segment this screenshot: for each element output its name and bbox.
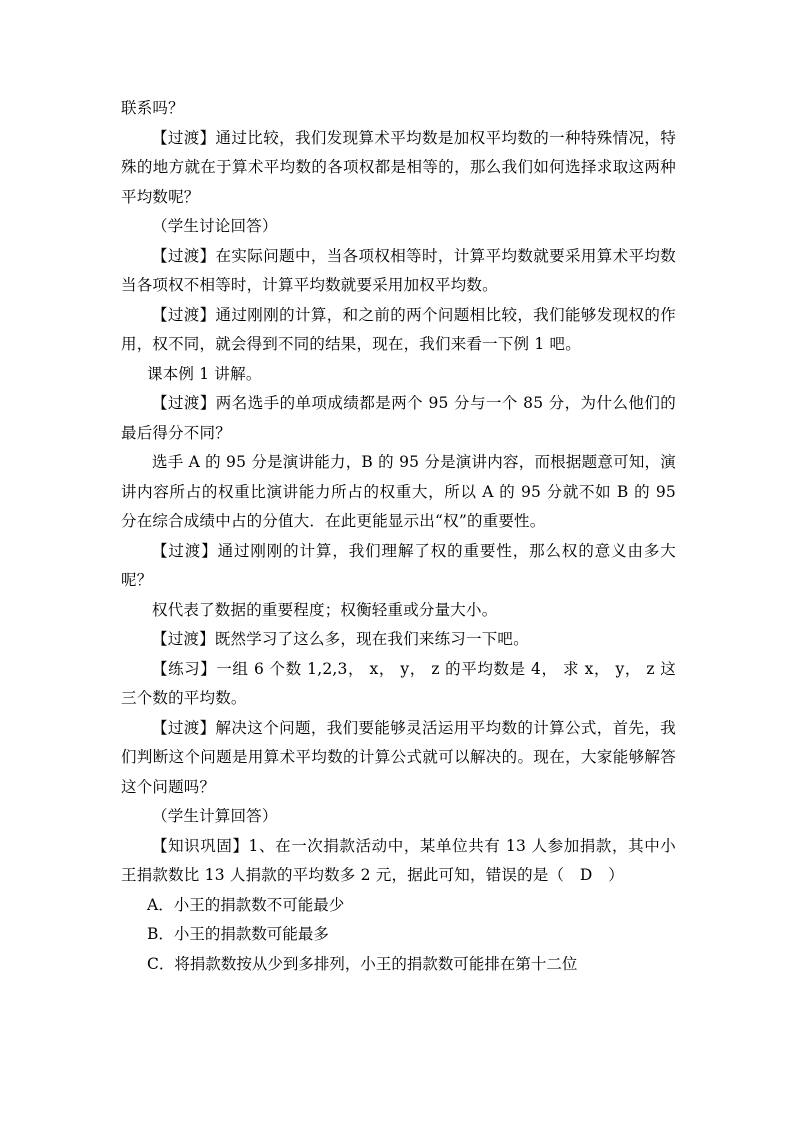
paragraph-continuation: 联系吗？ [121,99,184,117]
paragraph-exercise: 【练习】一组 6 个数 1,2,3， x， y， z 的平均数是 4， 求 x， y， z 这三个数的平均数。 [121,659,676,707]
paragraph-student-discussion: （学生讨论回答） [152,217,278,235]
paragraph-example-explain: 课本例 1 讲解。 [147,364,262,383]
paragraph-transition-practice: 【过渡】既然学习了这么多，现在我们来练习一下吧。 [152,630,529,648]
paragraph-transition-compare: 【过渡】通过比较，我们发现算术平均数是加权平均数的一种特殊情况，特殊的地方就在于算术平均数的各项权都是相等的，那么我们如何选择求取这两种平均数呢？ [121,128,676,206]
option-a: A．小王的捐款数不可能最少 [147,895,345,914]
document-body [121,94,676,979]
paragraph-transition-solve: 【过渡】解决这个问题，我们要能够灵活运用平均数的计算公式，首先，我们判断这个问题是用算术平均数的计算公式就可以解决的。现在，大家能够解答这个问题吗？ [121,718,676,796]
paragraph-transition-meaning: 【过渡】通过刚刚的计算，我们理解了权的重要性，那么权的意义由多大呢？ [121,541,676,589]
paragraph-transition-weight-effect: 【过渡】通过刚刚的计算，和之前的两个问题相比较，我们能够发现权的作用，权不同，就会得到不同的结果，现在，我们来看一下例 1 吧。 [121,305,676,353]
paragraph-transition-scores: 【过渡】两名选手的单项成绩都是两个 95 分与一个 85 分，为什么他们的最后得分不同？ [121,394,676,442]
option-b: B．小王的捐款数可能最多 [147,925,329,943]
paragraph-student-calc: （学生计算回答） [152,807,278,825]
paragraph-contestant-analysis: 选手 A 的 95 分是演讲能力，B 的 95 分是演讲内容，而根据题意可知，演讲内容所占的权重比演讲能力所占的权重大，所以 A 的 95 分就不如 B 的 95 分在综合成绩中占的分值大．在此更能显示出“权”的重要性。 [121,453,676,530]
option-c: C．将捐款数按从少到多排列，小王的捐款数可能排在第十二位 [147,954,578,973]
paragraph-knowledge-question: 【知识巩固】1、在一次捐款活动中，某单位共有 13 人参加捐款，其中小王捐款数比 13 人捐款的平均数多 2 元，据此可知，错误的是（ D ） [121,836,676,884]
paragraph-weight-definition: 权代表了数据的重要程度；权衡轻重或分量大小。 [152,600,498,619]
paragraph-transition-practical: 【过渡】在实际问题中，当各项权相等时，计算平均数就要采用算术平均数当各项权不相等时，计算平均数就要采用加权平均数。 [121,246,676,294]
